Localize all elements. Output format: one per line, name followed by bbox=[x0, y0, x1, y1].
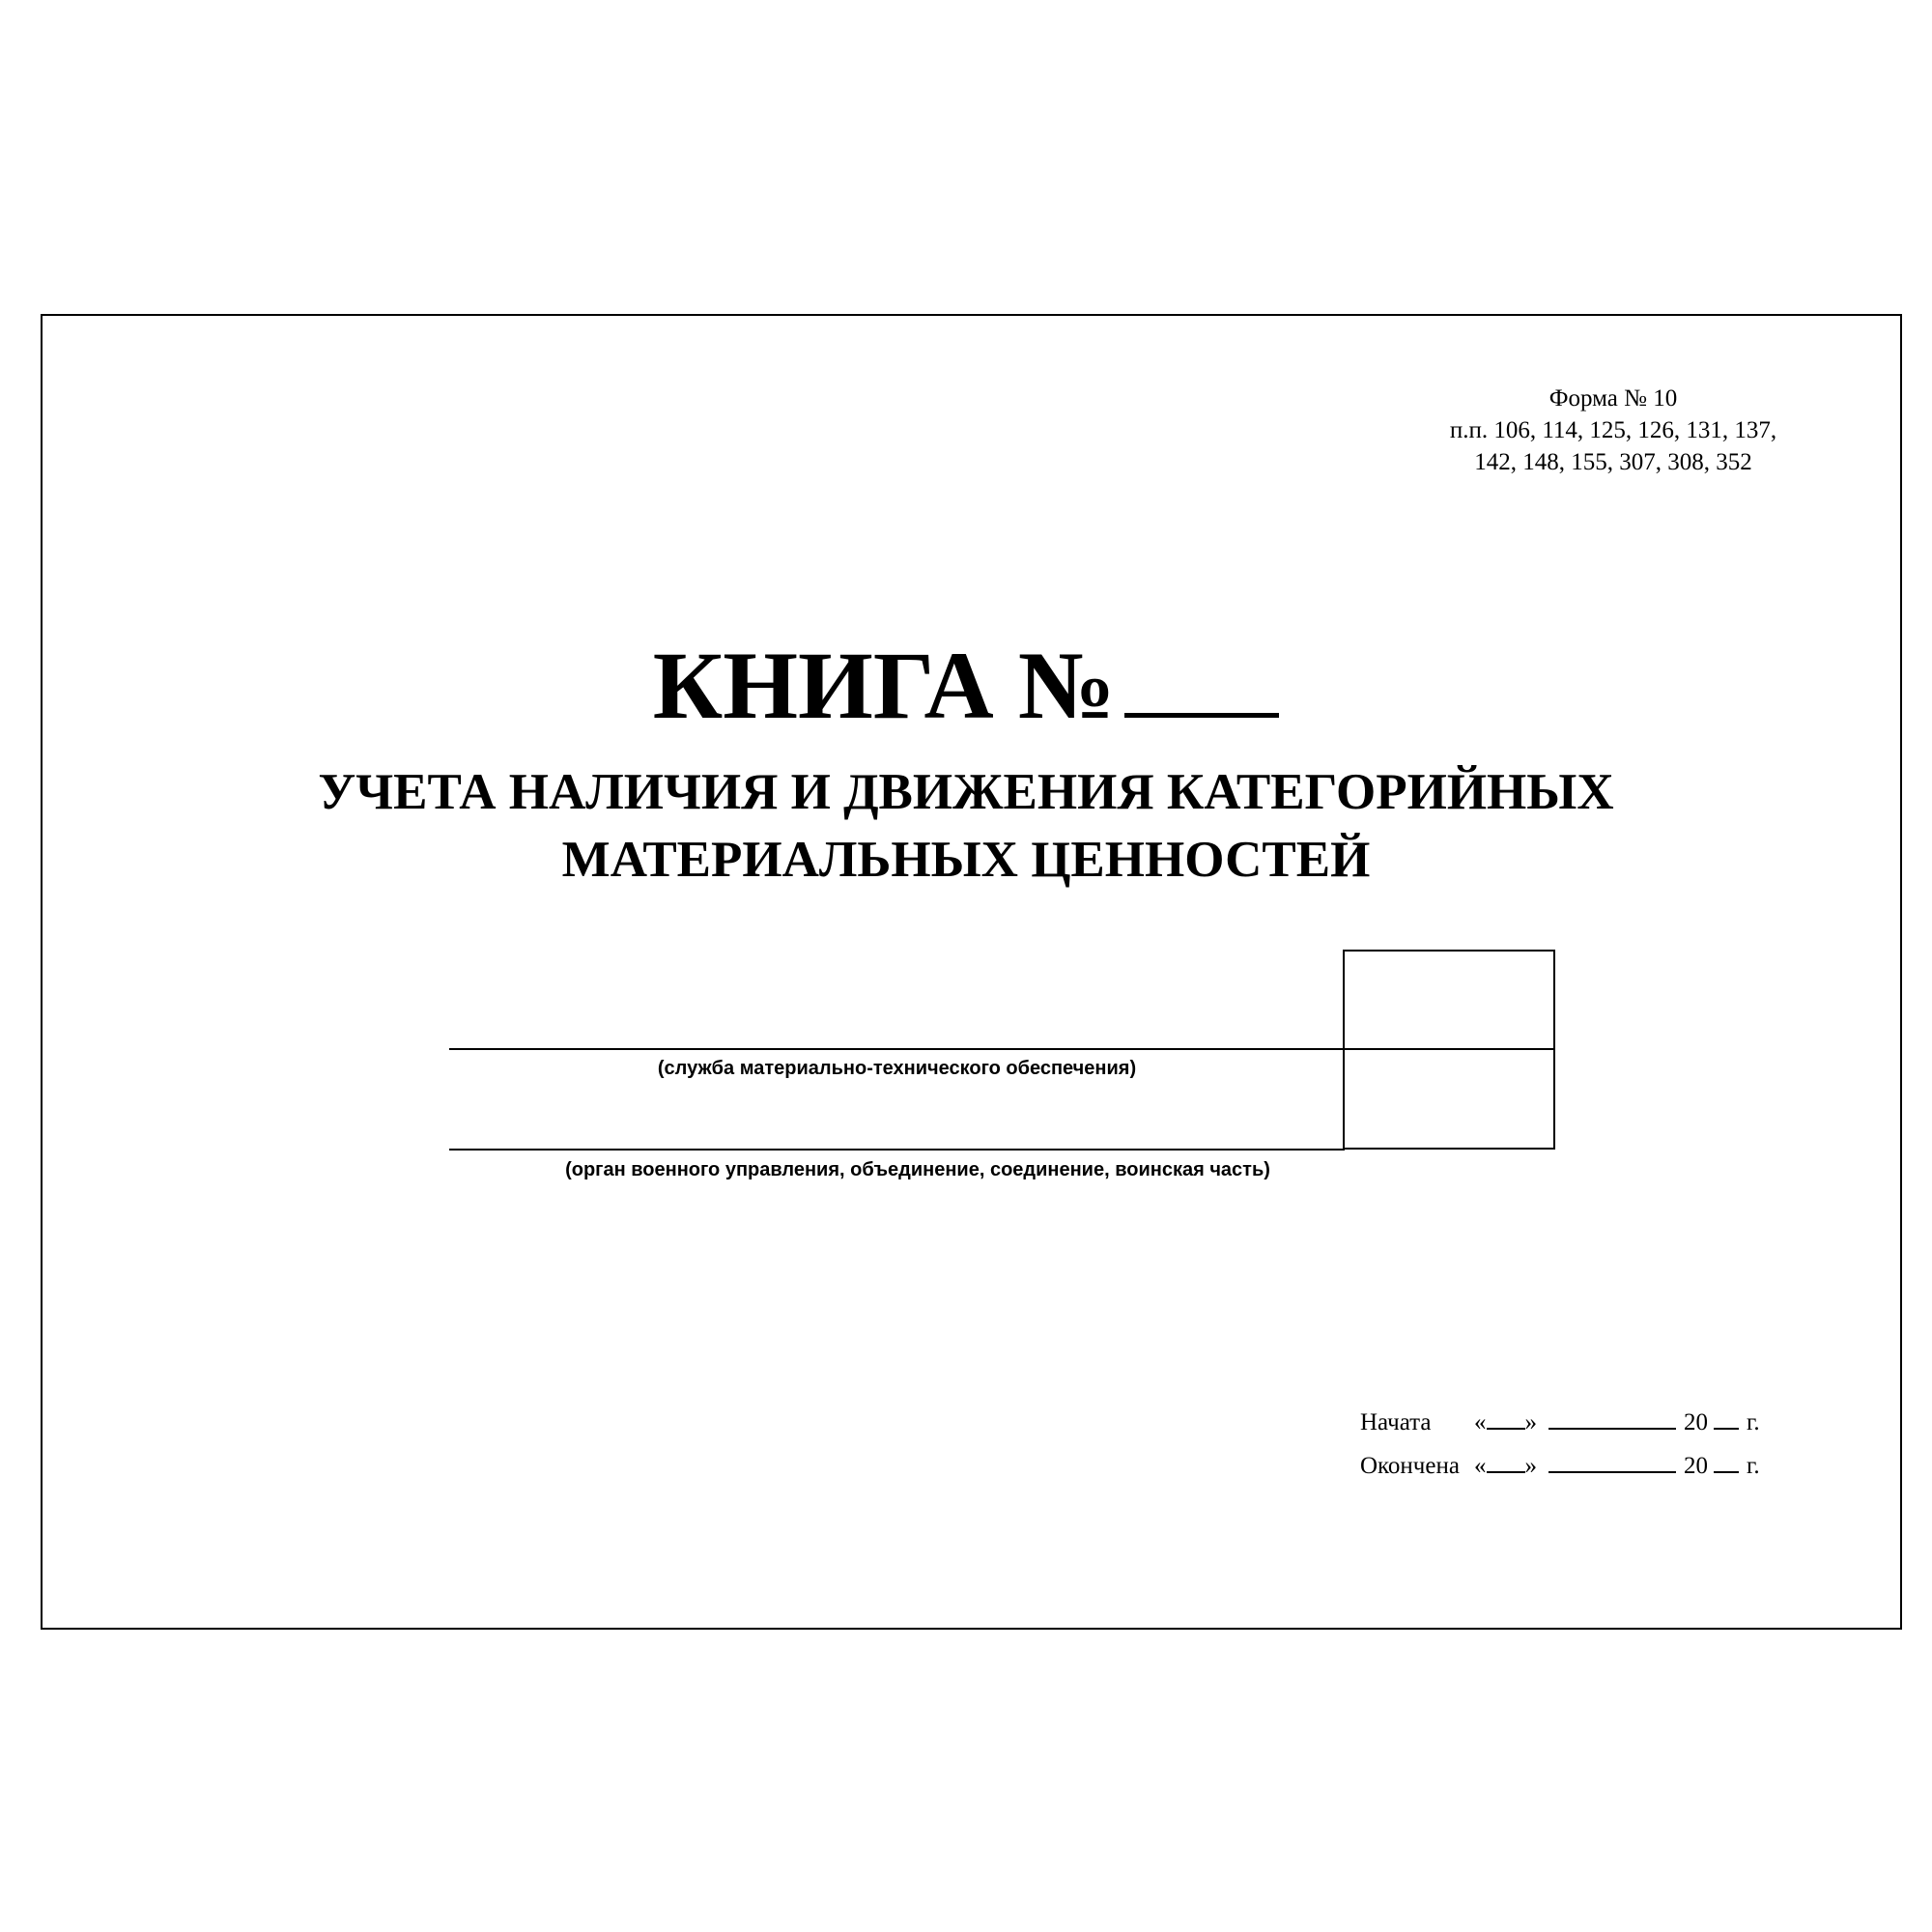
form-number: Форма № 10 bbox=[1548, 385, 1678, 412]
start-date-row bbox=[1360, 1401, 1760, 1444]
organ-caption: (орган военного управления, объединение, соединение, воинская часть) bbox=[565, 1159, 1270, 1180]
book-title-text: КНИГА № bbox=[652, 632, 1116, 739]
code-box-top[interactable] bbox=[1343, 950, 1555, 1050]
book-number-blank[interactable] bbox=[1124, 703, 1279, 718]
organ-fill-line[interactable] bbox=[449, 1149, 1345, 1151]
end-label: Окончена bbox=[1360, 1453, 1460, 1479]
subtitle-line-1: УЧЕТА НАЛИЧИЯ И ДВИЖЕНИЯ КАТЕГОРИЙНЫХ bbox=[318, 764, 1614, 820]
end-month-blank[interactable] bbox=[1548, 1454, 1676, 1473]
end-year-suffix: г. bbox=[1747, 1453, 1760, 1479]
service-fill-line[interactable] bbox=[449, 1048, 1345, 1050]
start-open-quote: « bbox=[1474, 1409, 1487, 1435]
book-subtitle bbox=[97, 758, 1835, 894]
form-reference bbox=[1410, 383, 1816, 478]
date-block bbox=[1360, 1401, 1760, 1488]
code-box-bottom[interactable] bbox=[1343, 1048, 1555, 1150]
form-paragraphs-line-1: п.п. 106, 114, 125, 126, 131, 137, bbox=[1449, 417, 1777, 443]
form-paragraphs-line-2: 142, 148, 155, 307, 308, 352 bbox=[1474, 449, 1752, 475]
start-day-blank[interactable] bbox=[1487, 1410, 1525, 1430]
start-label: Начата bbox=[1360, 1409, 1432, 1435]
start-year-suffix: г. bbox=[1747, 1409, 1760, 1435]
end-day-blank[interactable] bbox=[1487, 1454, 1525, 1473]
end-open-quote: « bbox=[1474, 1453, 1487, 1479]
service-caption: (служба материально-технического обеспечения) bbox=[657, 1058, 1137, 1079]
end-date-row bbox=[1360, 1444, 1760, 1488]
start-year-prefix: 20 bbox=[1684, 1409, 1708, 1435]
start-year-blank[interactable] bbox=[1714, 1410, 1739, 1430]
end-close-quote: » bbox=[1524, 1453, 1537, 1479]
start-month-blank[interactable] bbox=[1548, 1410, 1676, 1430]
subtitle-line-2: МАТЕРИАЛЬНЫХ ЦЕННОСТЕЙ bbox=[561, 832, 1371, 888]
book-title bbox=[580, 628, 1352, 744]
start-close-quote: » bbox=[1524, 1409, 1537, 1435]
end-year-prefix: 20 bbox=[1684, 1453, 1708, 1479]
end-year-blank[interactable] bbox=[1714, 1454, 1739, 1473]
